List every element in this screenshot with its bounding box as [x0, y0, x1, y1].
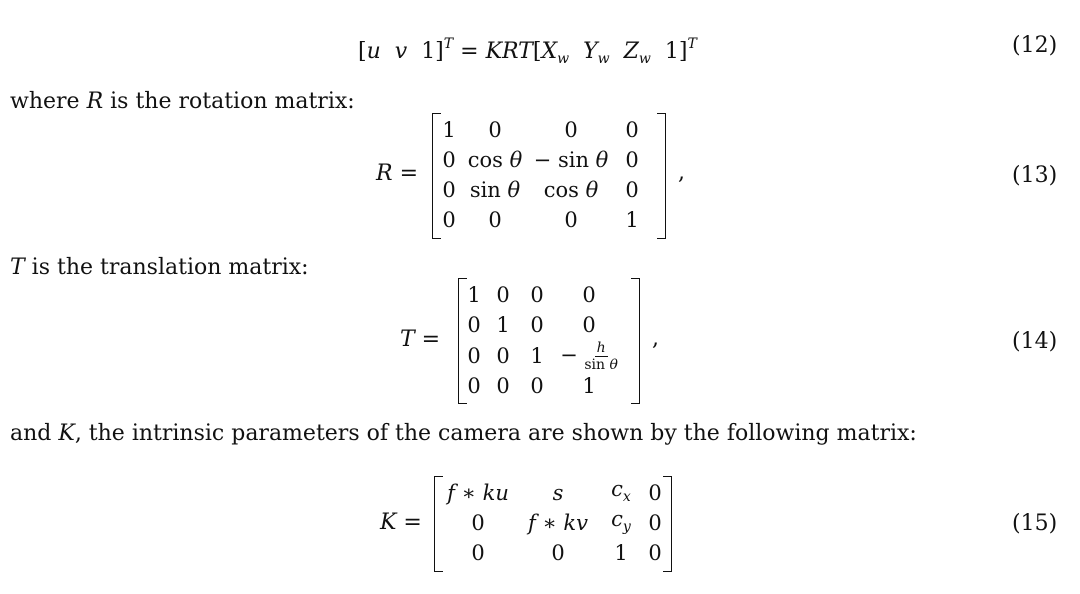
- matrix-cell: 0: [648, 541, 662, 565]
- matrix-cell-fraction: − $\frac{h}{\text{sin θ}}$: [560, 339, 618, 373]
- matrix-cell: 0: [582, 313, 596, 337]
- matrix-cell: 0: [582, 283, 596, 307]
- matrix-cell: 1: [614, 541, 628, 565]
- matrix-cell: 1: [442, 118, 456, 142]
- matrix-cell: 0: [648, 511, 662, 535]
- matrix-cell: cos θ: [467, 148, 523, 172]
- text-part: and: [10, 421, 59, 446]
- matrix-cell: $c_y$: [611, 507, 631, 535]
- matrix-cell: 0: [467, 374, 481, 398]
- matrix-cell: 1: [625, 208, 639, 232]
- text-part: where: [10, 89, 87, 114]
- eq13-comma: ,: [678, 160, 685, 185]
- text-part: , the intrinsic parameters of the camera are shown by the following matrix:: [74, 421, 917, 446]
- text-intrinsic-intro: [10, 420, 917, 448]
- matrix-cell: 0: [488, 208, 502, 232]
- matrix-cell: 0: [530, 283, 544, 307]
- matrix-cell: 0: [496, 374, 510, 398]
- equation-number-12: (12): [1012, 33, 1058, 58]
- eq14-comma: ,: [652, 326, 659, 351]
- matrix-cell: 0: [496, 344, 510, 368]
- matrix-cell: cos θ: [543, 178, 599, 202]
- matrix-cell: 1: [496, 313, 510, 337]
- matrix-k: [434, 476, 672, 572]
- matrix-cell: 0: [442, 208, 456, 232]
- equation-number-15: (15): [1012, 511, 1058, 536]
- text-part: is the rotation matrix:: [103, 89, 355, 114]
- eq15-lhs: K =: [380, 510, 422, 535]
- matrix-cell: 0: [530, 313, 544, 337]
- equation-number-14: (14): [1012, 329, 1058, 354]
- matrix-cell: 0: [496, 283, 510, 307]
- matrix-cell: s: [552, 481, 564, 505]
- matrix-cell: 0: [488, 118, 502, 142]
- matrix-t: [458, 278, 640, 404]
- matrix-cell: 0: [442, 178, 456, 202]
- matrix-cell: 0: [442, 148, 456, 172]
- matrix-cell: 0: [625, 148, 639, 172]
- text-translation-intro: [10, 254, 309, 282]
- equation-12: [u v $1]^T = KRT[X_w$ $Y_w$ $Z_w$ 1]$^T$: [358, 36, 697, 67]
- matrix-r: [432, 113, 666, 239]
- text-rotation-intro: [10, 88, 355, 116]
- symbol-k: K: [58, 421, 75, 446]
- matrix-cell: 0: [625, 118, 639, 142]
- matrix-cell: 0: [467, 344, 481, 368]
- matrix-k-grid: [440, 478, 668, 568]
- matrix-cell: 1: [467, 283, 481, 307]
- symbol-t: T: [10, 255, 25, 280]
- matrix-cell: 1: [582, 374, 596, 398]
- bracket-right: [657, 113, 666, 239]
- matrix-cell: $c_x$: [611, 477, 631, 505]
- symbol-r: R: [86, 89, 104, 114]
- eq14-lhs: T =: [400, 327, 441, 352]
- matrix-cell: 0: [471, 541, 485, 565]
- matrix-cell: 0: [530, 374, 544, 398]
- bracket-right: [631, 278, 640, 404]
- eq12-lhs: [u v 1]$^T$: [358, 36, 454, 64]
- matrix-cell: f ∗ kv: [527, 511, 589, 535]
- eq12-rhs: $KRT[X_w$ $Y_w$ $Z_w$ 1]$^T$: [485, 36, 697, 67]
- matrix-t-grid: [462, 280, 624, 400]
- text-part: is the translation matrix:: [24, 255, 309, 280]
- matrix-cell: 0: [551, 541, 565, 565]
- eq13-lhs: R =: [376, 161, 419, 186]
- matrix-cell: 0: [467, 313, 481, 337]
- matrix-cell: 0: [471, 511, 485, 535]
- matrix-cell: 1: [530, 344, 544, 368]
- matrix-cell: 0: [564, 118, 578, 142]
- matrix-cell: − sin θ: [533, 148, 609, 172]
- matrix-r-grid: [438, 115, 652, 235]
- matrix-cell: 0: [564, 208, 578, 232]
- equation-number-13: (13): [1012, 163, 1058, 188]
- matrix-cell: 0: [648, 481, 662, 505]
- matrix-cell: f ∗ ku: [447, 481, 509, 505]
- matrix-cell: sin θ: [469, 178, 521, 202]
- matrix-cell: 0: [625, 178, 639, 202]
